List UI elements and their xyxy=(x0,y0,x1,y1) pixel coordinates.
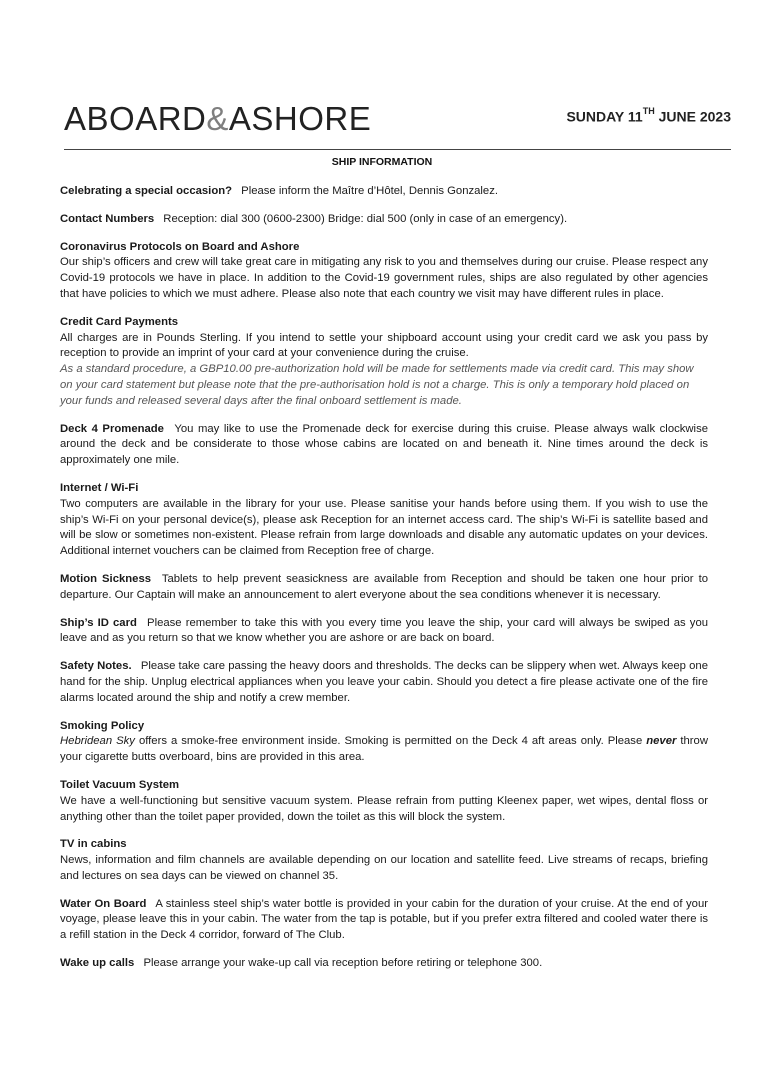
credit-card-note: As a standard procedure, a GBP10.00 pre-authorization hold will be made for settlements made via credit card. This may show on your card statement but please note that the pre-authorisation hold is not a charge. This is only a temporary hold placed on your funds and released several days after the final onboard settlement is made. xyxy=(60,363,694,407)
ship-name: Hebridean Sky xyxy=(60,735,135,748)
smoking-policy-section xyxy=(60,719,708,766)
section-heading xyxy=(0,156,764,168)
deck-promenade-text: You may like to use the Promenade deck for exercise during this cruise. Please always walk clockwise around the deck and be considerate to those whose cabins are located on and beneath it. Nine times around the deck is approximately one mile. xyxy=(60,422,708,467)
coronavirus-title: Coronavirus Protocols on Board and Ashore xyxy=(60,240,300,253)
special-occasion-text: Please inform the Maître d’Hôtel, Dennis Gonzalez. xyxy=(241,185,498,197)
masthead-logo xyxy=(64,100,371,138)
credit-card-section xyxy=(60,315,708,410)
masthead-part2: ASHORE xyxy=(228,100,372,137)
internet-title: Internet / Wi-Fi xyxy=(60,481,139,494)
tv-cabins-section xyxy=(60,837,708,884)
header-divider xyxy=(64,149,731,150)
masthead-ampersand: & xyxy=(206,100,229,137)
water-on-board-title: Water On Board xyxy=(60,897,147,910)
smoking-policy-text-1: offers a smoke-free environment inside. Smoking is permitted on the Deck 4 aft areas only. Please xyxy=(134,735,647,748)
contact-numbers-text: Reception: dial 300 (0600-2300) Bridge: dial 500 (only in case of an emergency). xyxy=(163,212,568,225)
safety-notes-section xyxy=(60,659,708,706)
wake-up-calls-section xyxy=(60,956,708,972)
masthead-part1: ABOARD xyxy=(64,100,207,137)
wake-up-calls-text: Please arrange your wake-up call via reception before retiring or telephone 300. xyxy=(143,957,543,970)
wake-up-calls-title: Wake up calls xyxy=(60,957,135,970)
date-prefix: SUNDAY 11 xyxy=(566,108,643,125)
smoking-policy-text-2: throw your cigarette butts overboard, bins are provided in this area. xyxy=(60,735,709,764)
special-occasion-section xyxy=(60,184,708,200)
water-on-board-text: A stainless steel ship’s water bottle is provided in your cabin for the duration of your cruise. At the end of your voyage, please leave this in your cabin. The water from the tap is potable, but if you prefer extra filtered and cooled water there is a refill station in the Deck 4 corridor, forward of The Club. xyxy=(60,897,709,942)
id-card-title: Ship’s ID card xyxy=(60,616,137,629)
coronavirus-section xyxy=(60,240,708,303)
safety-notes-text: Please take care passing the heavy doors and thresholds. The decks can be slippery when wet. Always keep one hand for the ship. Unplug electrical appliances when you leave your cabin. Should you detect a fire please activate one of the fire alarms located around the ship and notify a crew member. xyxy=(60,660,708,704)
tv-cabins-title: TV in cabins xyxy=(60,838,127,851)
id-card-section xyxy=(60,616,708,648)
id-card-text: Please remember to take this with you every time you leave the ship, your card will always be swiped as you leave and as you return so that we know whether you are ashore or are back on board. xyxy=(60,616,709,645)
smoking-never-emphasis: never xyxy=(646,735,677,748)
date-ordinal: TH xyxy=(642,106,655,116)
special-occasion-title: Celebrating a special occasion? xyxy=(60,185,233,197)
safety-notes-title: Safety Notes. xyxy=(60,660,132,673)
motion-sickness-text: Tablets to help prevent seasickness are available from Reception and should be taken one hour prior to departure. Our Captain will make an announcement to alert everyone about the sea conditions whenever it is necessary. xyxy=(60,572,708,601)
toilet-system-section xyxy=(60,778,708,825)
smoking-policy-title: Smoking Policy xyxy=(60,719,145,732)
section-heading-text: SHIP INFORMATION xyxy=(331,156,433,168)
coronavirus-text: Our ship’s officers and crew will take great care in mitigating any risk to you and themselves during our cruise. Please respect any Covid-19 protocols we have in place. In addition to the Covid-19 government rules, ships are also regulated by other agencies that have policies to which we must adhere. Please also note that each country we visit may have different rules in place. xyxy=(60,256,708,300)
motion-sickness-section xyxy=(60,572,708,604)
deck-promenade-section xyxy=(60,422,708,469)
issue-date xyxy=(566,108,731,125)
tv-cabins-text: News, information and film channels are available depending on our location and satellite feed. Live streams of recaps, briefing and lectures on sea days can be viewed on channel 35. xyxy=(60,854,708,882)
date-suffix: JUNE 2023 xyxy=(654,108,731,125)
contact-numbers-title: Contact Numbers xyxy=(60,212,155,225)
internet-section xyxy=(60,481,708,560)
credit-card-text: All charges are in Pounds Sterling. If you intend to settle your shipboard account using your credit card we ask you pass by reception to provide an imprint of your card at your convenience during the cruise. xyxy=(60,331,708,360)
water-on-board-section xyxy=(60,897,708,944)
credit-card-title: Credit Card Payments xyxy=(60,315,179,328)
deck-promenade-title: Deck 4 Promenade xyxy=(60,422,164,435)
contact-numbers-section xyxy=(60,212,708,228)
motion-sickness-title: Motion Sickness xyxy=(60,572,152,585)
internet-text: Two computers are available in the library for your use. Please sanitise your hands before using them. If you wish to use the ship’s Wi-Fi on your personal device(s), please ask Reception for an internet access card. The ship’s Wi-Fi is satellite based and will be slow or sometimes non-existent. Please refrain from large downloads and disable any automatic updates on your devices. Additional internet vouchers can be claimed from Reception free of charge. xyxy=(60,497,708,558)
toilet-system-text: We have a well-functioning but sensitive vacuum system. Please refrain from putting Kleenex paper, wet wipes, dental floss or anything other than the toilet paper provided, down the toilet as this will block the system. xyxy=(60,794,708,823)
toilet-system-title: Toilet Vacuum System xyxy=(60,778,180,791)
info-content xyxy=(60,184,708,984)
